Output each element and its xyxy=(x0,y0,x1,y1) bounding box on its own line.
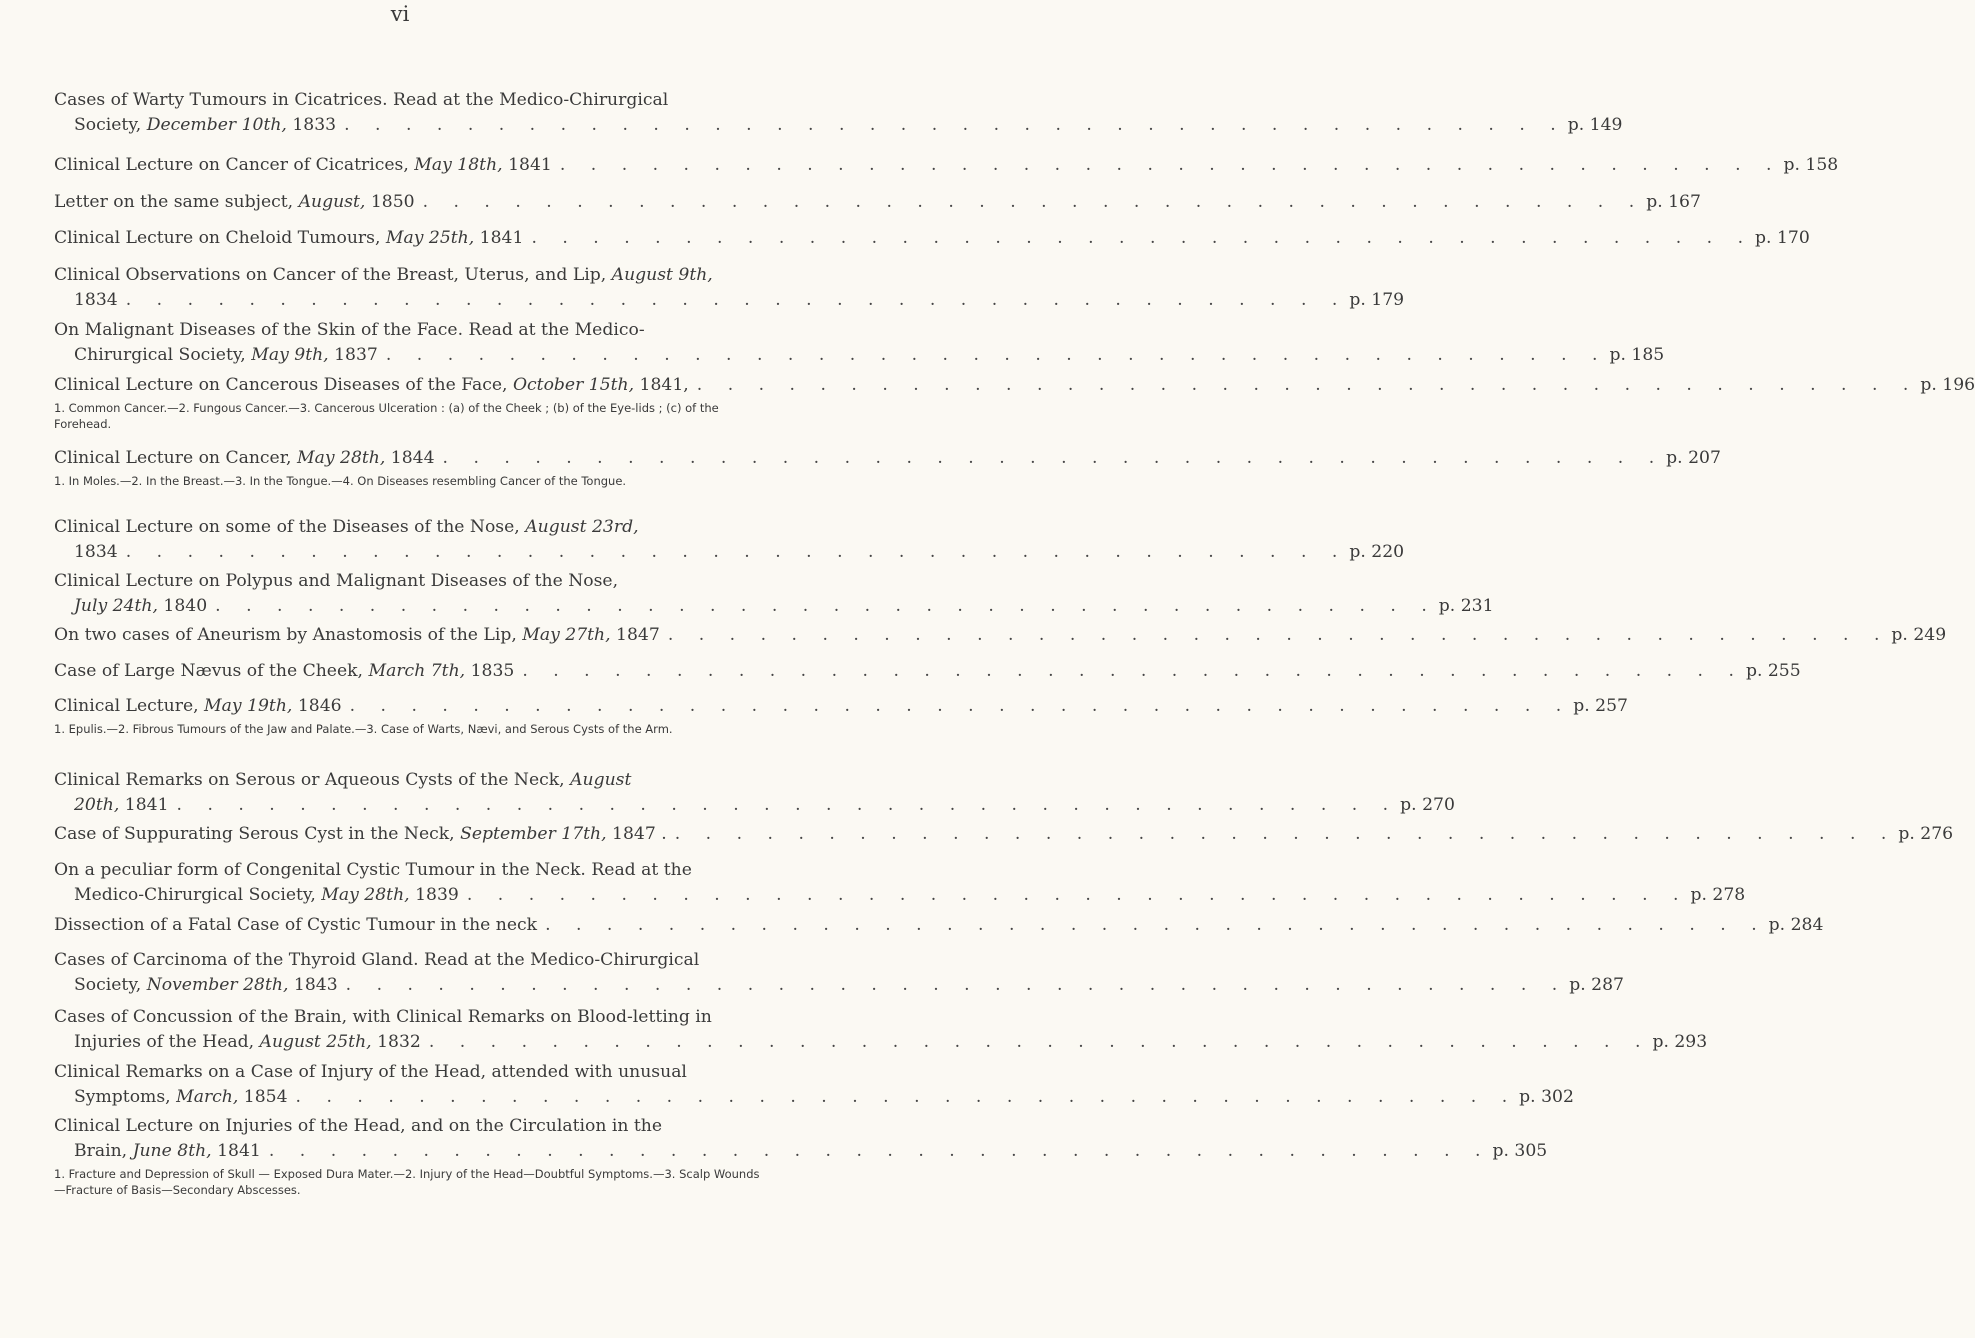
entry-date: June 8th, xyxy=(132,1141,212,1161)
leader-dots: . . . . . . . . . . . . . . . . . . . . . . . . . . . . . . . . . . . . . . . . xyxy=(442,448,1665,468)
toc-entry xyxy=(54,446,1721,489)
entry-subtopics: 1. In Moles.—2. In the Breast.—3. In the Tongue.—4. On Diseases resembling Cancer of the Tongue. xyxy=(54,474,627,488)
leader-dots: . . . . . . . . . . . . . . . . . . . . . . . . . . . . . . . . . . . . . . . . xyxy=(345,975,1568,995)
leader-dots: . . . . . . . . . . . . . . . . . . . . . . . . . . . . . . . . . . . . . . . . xyxy=(295,1087,1518,1107)
entry-line xyxy=(54,190,1701,215)
leader-dots: . . . . . . . . . . . . . . . . . . . . . . . . . . . . . . . . . . . . . . . . xyxy=(522,661,1744,681)
entry-text: Clinical Lecture on Cancer, xyxy=(54,448,297,468)
page-ref: p. 149 xyxy=(1567,115,1623,135)
toc-entry xyxy=(54,694,1628,737)
entry-text: Injuries of the Head, xyxy=(74,1032,260,1052)
toc-entry xyxy=(54,913,1824,938)
entry-title xyxy=(74,288,118,313)
leader-dots: . . . . . . . . . . . . . . . . . . . . . . . . . . . . . . . . . . . . . . . . xyxy=(349,696,1572,716)
entry-year: 1847 xyxy=(610,625,660,645)
page-ref: p. 302 xyxy=(1519,1087,1574,1107)
entry-title xyxy=(54,768,631,793)
entry-text: Case of Large Nævus of the Cheek, xyxy=(54,661,369,681)
entry-text: Clinical Observations on Cancer of the Breast, Uterus, and Lip, xyxy=(54,265,612,285)
entry-text: Brain, xyxy=(74,1141,133,1161)
page-ref: p. 158 xyxy=(1783,155,1839,175)
entry-year: 1835 xyxy=(465,661,515,681)
entry-year: 1839 xyxy=(409,885,459,905)
entry-text: On Malignant Diseases of the Skin of the Face. Read at the Medico- xyxy=(54,320,645,340)
toc-entry xyxy=(54,822,1954,847)
entry-text: On a peculiar form of Congenital Cystic Tumour in the Neck. Read at the xyxy=(54,860,692,880)
entry-text: Chirurgical Society, xyxy=(74,345,252,365)
entry-title xyxy=(54,318,645,343)
entry-date: May 28th, xyxy=(296,448,386,468)
page-ref: p. 185 xyxy=(1609,345,1665,365)
entry-line xyxy=(54,515,766,540)
entry-title xyxy=(74,594,207,619)
entry-line xyxy=(54,373,1975,398)
entry-text: Clinical Lecture on Polypus and Malignant Diseases of the Nose, xyxy=(54,571,619,591)
entry-line xyxy=(54,446,1721,471)
entry-date: March, xyxy=(176,1087,239,1107)
page-number: vi xyxy=(390,2,410,26)
page-ref: p. 255 xyxy=(1745,661,1801,681)
entry-date: May 19th, xyxy=(204,696,293,716)
entry-date: December 10th, xyxy=(146,115,287,135)
leader-dots: . . . . . . . . . . . . . . . . . . . . . . . . . . . . . . . . . . . . . . . . xyxy=(125,542,1348,562)
entry-title xyxy=(74,540,118,565)
page-ref: p. 287 xyxy=(1569,975,1624,995)
entry-year: 1840 xyxy=(157,596,208,616)
leader-dots: . . . . . . . . . . . . . . . . . . . . . . . . . . . . . . . . . . . . . . . . xyxy=(125,290,1348,310)
entry-text: Cases of Concussion of the Brain, with Clinical Remarks on Blood-letting in xyxy=(54,1007,712,1027)
leader-dots: . . . . . . . . . . . . . . . . . . . . . . . . . . . . . . . . . . . . . . . . xyxy=(268,1141,1491,1161)
entry-text: Clinical Lecture, xyxy=(54,696,205,716)
entry-line xyxy=(54,1005,766,1030)
entry-text: Letter on the same subject, xyxy=(54,192,299,212)
entry-text: Clinical Remarks on a Case of Injury of the Head, attended with unusual xyxy=(54,1062,687,1082)
entry-text: Clinical Remarks on Serous or Aqueous Cysts of the Neck, xyxy=(54,770,571,790)
toc-entry xyxy=(54,318,1665,368)
entry-line xyxy=(54,318,766,343)
entry-line xyxy=(54,343,1665,368)
entry-date: October 15th, xyxy=(512,375,635,395)
toc-entry xyxy=(54,1114,1548,1198)
entry-line xyxy=(54,858,766,883)
entry-year: 1832 xyxy=(371,1032,421,1052)
page-ref: p. 220 xyxy=(1349,542,1405,562)
entry-year: 1847 . xyxy=(606,824,667,844)
leader-dots: . . . . . . . . . . . . . . . . . . . . . . . . . . . . . . . . . . . . . . . . xyxy=(674,824,1897,844)
page-ref: p. 207 xyxy=(1666,448,1721,468)
leader-dots: . . . . . . . . . . . . . . . . . . . . . . . . . . . . . . . . . . . . . . . . xyxy=(466,885,1689,905)
entry-title xyxy=(54,1114,662,1139)
entry-title xyxy=(54,858,692,883)
entry-title xyxy=(74,1030,421,1055)
entry-line xyxy=(54,594,1494,619)
entry-line xyxy=(54,883,1746,908)
leader-dots: . . . . . . . . . . . . . . . . . . . . . . . . . . . . . . . . . . . . . . . . xyxy=(696,375,1919,395)
entry-line xyxy=(54,226,1810,251)
entry-title xyxy=(54,822,667,847)
entry-title xyxy=(54,948,699,973)
page-ref: p. 276 xyxy=(1898,824,1954,844)
entry-line xyxy=(54,1030,1708,1055)
entry-date: May 25th, xyxy=(385,228,475,248)
entry-year: 1841 xyxy=(502,155,552,175)
page-ref: p. 305 xyxy=(1492,1141,1548,1161)
page-ref: p. 179 xyxy=(1349,290,1405,310)
entry-line xyxy=(54,288,1405,313)
entry-line xyxy=(54,263,766,288)
entry-line xyxy=(54,793,1455,818)
entry-year: 1841 xyxy=(474,228,524,248)
page-ref: p. 270 xyxy=(1400,795,1455,815)
toc-entry xyxy=(54,948,1624,998)
entry-subtopics: 1. Fracture and Depression of Skull — Exposed Dura Mater.—2. Injury of the Head—Doubtful Symptoms.—3. Scalp Wounds—Fracture of Basis—Secondary Abscesses. xyxy=(54,1167,760,1197)
leader-dots: . . . . . . . . . . . . . . . . . . . . . . . . . . . . . . . . . . . . . . . . xyxy=(531,228,1754,248)
entry-text: On two cases of Aneurism by Anastomosis of the Lip, xyxy=(54,625,523,645)
entry-title xyxy=(74,1085,288,1110)
entry-line xyxy=(54,948,766,973)
entry-title xyxy=(54,659,514,684)
entry-text: Society, xyxy=(74,115,147,135)
entry-text: Clinical Lecture on Injuries of the Head, and on the Circulation in the xyxy=(54,1116,663,1136)
entry-title xyxy=(74,113,336,138)
entry-text: Clinical Lecture on Cancerous Diseases of the Face, xyxy=(54,375,513,395)
entry-line xyxy=(54,913,1824,938)
toc-entry xyxy=(54,1005,1708,1055)
entry-line xyxy=(54,540,1405,565)
entry-line xyxy=(54,822,1954,847)
leader-dots: . . . . . . . . . . . . . . . . . . . . . . . . . . . . . . . . . . . . . . . . xyxy=(344,115,1566,135)
entry-title xyxy=(54,623,660,648)
entry-date: July 24th, xyxy=(74,596,158,616)
entry-line xyxy=(54,694,1628,719)
page-ref: p. 170 xyxy=(1755,228,1810,248)
entry-year: 1843 xyxy=(288,975,338,995)
page-ref: p. 196 xyxy=(1920,375,1975,395)
entry-year: 1850 xyxy=(365,192,415,212)
entry-subtopics: 1. Common Cancer.—2. Fungous Cancer.—3. Cancerous Ulceration : (a) of the Cheek ; (b) of the Eye-lids ; (c) of the Forehead. xyxy=(54,401,719,431)
entry-title xyxy=(74,343,378,368)
toc-entry xyxy=(54,153,1839,178)
entry-line xyxy=(54,768,766,793)
entry-text: Cases of Warty Tumours in Cicatrices. Read at the Medico-Chirurgical xyxy=(54,90,669,110)
entry-title xyxy=(54,226,523,251)
leader-dots: . . . . . . . . . . . . . . . . . . . . . . . . . . . . . . . . . . . . . . . . xyxy=(422,192,1645,212)
entry-line xyxy=(54,659,1801,684)
page-ref: p. 278 xyxy=(1690,885,1746,905)
entry-text: Clinical Lecture on Cheloid Tumours, xyxy=(54,228,386,248)
entry-year: 1841 xyxy=(119,795,169,815)
entry-line xyxy=(54,973,1624,998)
entry-title xyxy=(74,793,169,818)
toc-entry xyxy=(54,623,1947,648)
entry-text: 1834 xyxy=(74,290,118,310)
entry-year: 1833 xyxy=(286,115,337,135)
entry-date: August, xyxy=(298,192,366,212)
entry-line xyxy=(54,1114,766,1139)
toc-entry xyxy=(54,190,1701,215)
page-ref: p. 249 xyxy=(1891,625,1947,645)
page-ref: p. 257 xyxy=(1573,696,1628,716)
entry-title xyxy=(54,694,342,719)
entry-date: August 23rd, xyxy=(525,517,639,537)
entry-year: 1837 xyxy=(328,345,378,365)
entry-date: September 17th, xyxy=(460,824,607,844)
entry-title xyxy=(54,88,668,113)
leader-dots: . . . . . . . . . . . . . . . . . . . . . . . . . . . . . . . . . . . . . . . . xyxy=(428,1032,1651,1052)
entry-year: 1841, xyxy=(634,375,689,395)
leader-dots: . . . . . . . . . . . . . . . . . . . . . . . . . . . . . . . . . . . . . . . . xyxy=(559,155,1782,175)
entry-text: 1834 xyxy=(74,542,118,562)
entry-date: March 7th, xyxy=(368,661,466,681)
toc-entry xyxy=(54,1060,1574,1110)
entry-title xyxy=(74,883,459,908)
toc-entry xyxy=(54,88,1623,138)
leader-dots: . . . . . . . . . . . . . . . . . . . . . . . . . . . . . . . . . . . . . . . . xyxy=(215,596,1437,616)
entry-date: August 9th, xyxy=(611,265,713,285)
page-ref: p. 293 xyxy=(1652,1032,1708,1052)
entry-year: 1844 xyxy=(385,448,435,468)
entry-line xyxy=(54,1085,1574,1110)
entry-title xyxy=(54,1060,687,1085)
toc-entry xyxy=(54,858,1746,908)
entry-text: Case of Suppurating Serous Cyst in the Neck, xyxy=(54,824,461,844)
toc-entry xyxy=(54,226,1810,251)
toc-entry xyxy=(54,768,1455,818)
entry-text: Society, xyxy=(74,975,147,995)
toc-entry xyxy=(54,659,1801,684)
entry-date: May 27th, xyxy=(522,625,611,645)
entry-date: August xyxy=(570,770,632,790)
leader-dots: . . . . . . . . . . . . . . . . . . . . . . . . . . . . . . . . . . . . . . . . xyxy=(385,345,1608,365)
entry-line xyxy=(54,623,1947,648)
entry-date: August 25th, xyxy=(259,1032,372,1052)
entry-title xyxy=(54,153,552,178)
entry-title xyxy=(54,515,639,540)
entry-line xyxy=(54,113,1623,138)
entry-text: Clinical Lecture on Cancer of Cicatrices, xyxy=(54,155,415,175)
page-ref: p. 167 xyxy=(1646,192,1701,212)
entry-year: 1854 xyxy=(238,1087,288,1107)
entry-text: Clinical Lecture on some of the Diseases of the Nose, xyxy=(54,517,526,537)
entry-text: Symptoms, xyxy=(74,1087,177,1107)
entry-text: Dissection of a Fatal Case of Cystic Tumour in the neck xyxy=(54,915,538,935)
entry-title xyxy=(54,373,689,398)
entry-line xyxy=(54,1139,1548,1164)
entry-title xyxy=(54,913,537,938)
page-ref: p. 284 xyxy=(1768,915,1824,935)
entry-year: 1841 xyxy=(211,1141,261,1161)
toc-entry xyxy=(54,569,1494,619)
entry-line xyxy=(54,1060,766,1085)
toc-entry xyxy=(54,373,1975,432)
toc-entry xyxy=(54,263,1405,313)
entry-title xyxy=(54,263,713,288)
entry-title xyxy=(54,446,435,471)
entry-text: Cases of Carcinoma of the Thyroid Gland. Read at the Medico-Chirurgical xyxy=(54,950,700,970)
entry-title xyxy=(54,569,618,594)
toc-entry xyxy=(54,515,1405,565)
leader-dots: . . . . . . . . . . . . . . . . . . . . . . . . . . . . . . . . . . . . . . . . xyxy=(176,795,1399,815)
leader-dots: . . . . . . . . . . . . . . . . . . . . . . . . . . . . . . . . . . . . . . . . xyxy=(545,915,1767,935)
entry-date: November 28th, xyxy=(146,975,289,995)
entry-subtopics: 1. Epulis.—2. Fibrous Tumours of the Jaw and Palate.—3. Case of Warts, Nævi, and Serous Cysts of the Arm. xyxy=(54,722,673,736)
entry-date: May 28th, xyxy=(321,885,410,905)
entry-line xyxy=(54,88,766,113)
entry-text: Medico-Chirurgical Society, xyxy=(74,885,322,905)
entry-date: May 9th, xyxy=(251,345,329,365)
entry-title xyxy=(54,190,415,215)
entry-line xyxy=(54,569,766,594)
leader-dots: . . . . . . . . . . . . . . . . . . . . . . . . . . . . . . . . . . . . . . . . xyxy=(667,625,1890,645)
page-ref: p. 231 xyxy=(1438,596,1494,616)
entry-title xyxy=(74,1139,261,1164)
entry-title xyxy=(74,973,338,998)
entry-date: 20th, xyxy=(74,795,120,815)
entry-line xyxy=(54,153,1839,178)
entry-date: May 18th, xyxy=(414,155,503,175)
entry-year: 1846 xyxy=(292,696,342,716)
entry-title xyxy=(54,1005,712,1030)
